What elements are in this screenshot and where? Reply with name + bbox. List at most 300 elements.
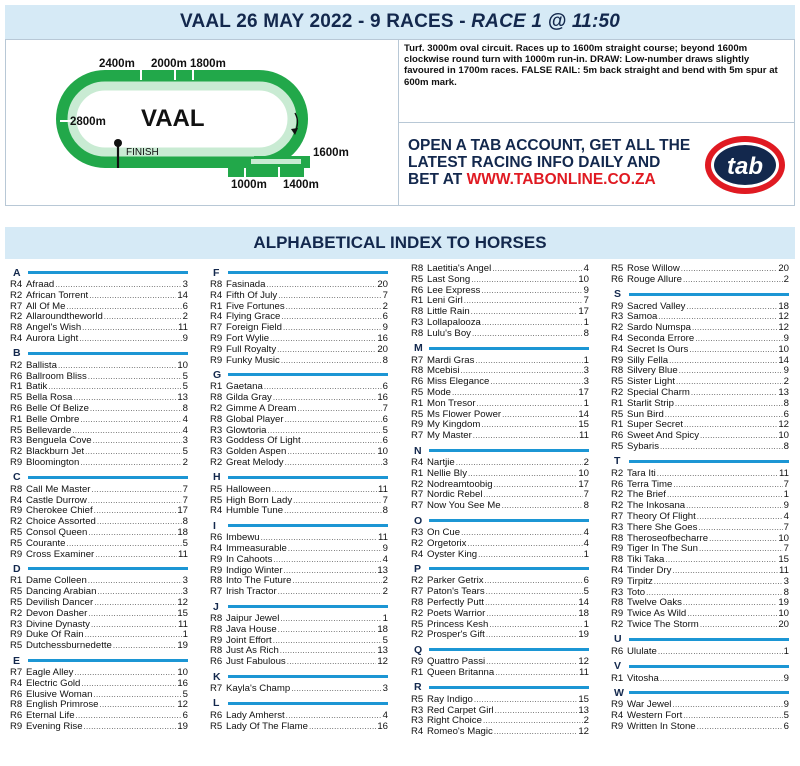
race-number: R8 xyxy=(611,532,624,544)
horse-name: Super Secret xyxy=(627,419,683,431)
leader-dots xyxy=(486,630,578,641)
leader-dots xyxy=(97,587,181,598)
race-number: R6 xyxy=(611,430,624,442)
horse-name: Irish Tractor xyxy=(226,586,277,598)
leader-dots xyxy=(673,480,782,491)
leader-dots xyxy=(89,291,176,302)
race-number: R2 xyxy=(10,516,23,528)
horse-name: Twice The Storm xyxy=(627,618,699,630)
race-number: R7 xyxy=(10,666,23,678)
ad-line-3: BET AT WWW.TABONLINE.CO.ZA xyxy=(408,171,656,188)
horse-name: Lady Of The Flame xyxy=(226,720,308,732)
track-chute xyxy=(228,165,304,177)
leader-dots xyxy=(82,323,177,334)
saddle-number: 7 xyxy=(783,521,789,533)
horse-entry xyxy=(210,722,388,733)
leader-dots xyxy=(676,377,783,388)
race-number: R9 xyxy=(411,656,424,668)
leader-dots xyxy=(672,700,782,711)
letter-divider xyxy=(228,675,388,678)
leader-dots xyxy=(461,528,583,539)
leader-dots xyxy=(692,323,777,334)
horse-entry xyxy=(611,345,789,356)
leader-dots xyxy=(471,275,577,286)
horse-name: Rose Willow xyxy=(627,263,680,274)
horse-name: Choice Assorted xyxy=(26,516,96,528)
leader-dots xyxy=(478,550,583,561)
leader-dots xyxy=(264,382,382,393)
leader-dots xyxy=(94,506,177,517)
horse-entry xyxy=(611,523,789,534)
leader-dots xyxy=(287,657,377,668)
race-number: R3 xyxy=(210,435,223,447)
saddle-number: 3 xyxy=(182,575,188,587)
horse-name: Full Royalty xyxy=(226,343,277,355)
letter-label: J xyxy=(213,600,219,613)
horse-name: Terra Time xyxy=(627,478,673,490)
horse-name: The Inkosana xyxy=(627,500,686,512)
race-number: R5 xyxy=(411,386,424,398)
race-number: R4 xyxy=(210,289,223,301)
saddle-number: 5 xyxy=(182,381,188,393)
horse-name: Bellevarde xyxy=(26,424,72,436)
letter-label: D xyxy=(13,562,21,575)
horse-name: Sun Bird xyxy=(627,408,664,420)
letter-divider xyxy=(28,659,188,662)
saddle-number: 2 xyxy=(182,456,188,468)
saddle-number: 3 xyxy=(382,682,388,694)
race-number: R3 xyxy=(411,704,424,716)
letter-heading xyxy=(611,633,789,647)
horse-entry xyxy=(210,356,388,367)
leader-dots xyxy=(285,458,382,469)
horse-entry xyxy=(210,458,388,469)
horse-name: Parker Getrix xyxy=(427,575,484,587)
leader-dots xyxy=(94,598,176,609)
saddle-number: 13 xyxy=(778,386,789,398)
race-number: R5 xyxy=(210,720,223,732)
saddle-number: 6 xyxy=(182,300,188,312)
race-number: R6 xyxy=(10,710,23,722)
saddle-number: 3 xyxy=(182,435,188,447)
saddle-number: 7 xyxy=(182,494,188,506)
horse-name: Leni Girl xyxy=(427,295,463,307)
saddle-number: 12 xyxy=(377,656,388,668)
saddle-number: 11 xyxy=(178,322,188,334)
horse-name: Ululate xyxy=(627,645,657,657)
tab-advert[interactable] xyxy=(408,137,690,188)
saddle-number: 19 xyxy=(177,640,188,652)
saddle-number: 9 xyxy=(382,322,388,334)
saddle-number: 1 xyxy=(182,629,188,641)
horse-name: Duke Of Rain xyxy=(26,629,84,641)
race-number: R8 xyxy=(210,645,223,657)
letter-label: T xyxy=(614,455,621,468)
race-number: R2 xyxy=(10,289,23,301)
letter-divider xyxy=(429,648,589,651)
letter-divider xyxy=(28,567,188,570)
leader-dots xyxy=(270,334,376,345)
race-number: R2 xyxy=(611,500,624,512)
horse-name: Lady Amherst xyxy=(226,709,285,721)
leader-dots xyxy=(92,485,182,496)
finish-post-head xyxy=(114,139,122,147)
horse-entry xyxy=(411,501,589,512)
race-number: R3 xyxy=(210,424,223,436)
saddle-number: 2 xyxy=(182,311,188,323)
leader-dots xyxy=(485,598,577,609)
saddle-number: 9 xyxy=(783,365,789,377)
letter-divider xyxy=(429,567,589,570)
race-number: R2 xyxy=(611,386,624,398)
leader-dots xyxy=(90,404,182,415)
index-header xyxy=(5,227,795,259)
horse-entry xyxy=(611,620,789,631)
horse-name: Blackburn Jet xyxy=(26,446,85,458)
saddle-number: 3 xyxy=(783,575,789,587)
leader-dots xyxy=(88,528,176,539)
horse-name: Last Song xyxy=(427,273,471,285)
leader-dots xyxy=(697,512,783,523)
leader-dots xyxy=(686,501,783,512)
saddle-number: 18 xyxy=(177,526,188,538)
page-title: VAAL 26 MAY 2022 - 9 RACES - RACE 1 @ 11:50 xyxy=(179,11,621,32)
letter-label: K xyxy=(213,670,221,683)
leader-dots xyxy=(483,716,583,727)
saddle-number: 5 xyxy=(182,446,188,458)
horse-name: Twice As Wild xyxy=(627,608,687,620)
horse-entry xyxy=(10,291,188,302)
race-number: R2 xyxy=(611,618,624,630)
race-number: R4 xyxy=(210,311,223,323)
label-1800: 1800m xyxy=(190,58,226,70)
saddle-number: 4 xyxy=(182,424,188,436)
horse-entry xyxy=(10,641,188,652)
race-number: R2 xyxy=(411,478,424,490)
race-number: R8 xyxy=(611,365,624,377)
race-number: R9 xyxy=(611,608,624,620)
label-finish: FINISH xyxy=(126,147,159,158)
race-number: R6 xyxy=(210,709,223,721)
race-number: R5 xyxy=(611,408,624,420)
saddle-number: 15 xyxy=(578,693,589,705)
saddle-number: 7 xyxy=(382,494,388,506)
race-number: R8 xyxy=(611,554,624,566)
saddle-number: 20 xyxy=(377,343,388,355)
race-number: R2 xyxy=(10,359,23,371)
leader-dots xyxy=(471,307,578,318)
horse-name: Seconda Errore xyxy=(627,332,695,344)
saddle-number: 1 xyxy=(382,612,388,624)
letter-heading xyxy=(611,686,789,700)
saddle-number: 2 xyxy=(583,715,589,727)
leader-dots xyxy=(79,334,181,345)
horse-name: Secret Is Ours xyxy=(627,343,689,355)
leader-dots xyxy=(280,646,377,657)
horse-entry xyxy=(611,442,789,453)
saddle-number: 13 xyxy=(578,704,589,716)
leader-dots xyxy=(494,480,578,491)
horse-name: Ms Flower Power xyxy=(427,408,502,420)
saddle-number: 3 xyxy=(382,456,388,468)
horse-name: Tirpitz xyxy=(627,575,653,587)
horse-name: Now You See Me xyxy=(427,500,501,512)
leader-dots xyxy=(482,318,583,329)
race-number: R5 xyxy=(10,537,23,549)
saddle-number: 10 xyxy=(778,430,789,442)
horse-entry xyxy=(10,485,188,496)
horse-name: Princess Kesh xyxy=(427,618,489,630)
race-number: R5 xyxy=(10,640,23,652)
saddle-number: 12 xyxy=(177,699,188,711)
race-number: R6 xyxy=(210,532,223,544)
label-2000: 2000m xyxy=(151,58,187,70)
race-number: R9 xyxy=(611,699,624,711)
horse-name: Bella Rosa xyxy=(26,392,73,404)
leader-dots xyxy=(100,700,177,711)
track-straight-inner xyxy=(251,159,301,164)
horse-name: Mardi Gras xyxy=(427,354,475,366)
letter-heading xyxy=(210,471,388,485)
tab-logo[interactable] xyxy=(703,134,787,196)
leader-dots xyxy=(278,587,382,598)
saddle-number: 8 xyxy=(382,354,388,366)
saddle-number: 12 xyxy=(578,656,589,668)
saddle-number: 5 xyxy=(783,710,789,722)
saddle-number: 7 xyxy=(382,289,388,301)
leader-dots xyxy=(80,458,181,469)
race-number: R9 xyxy=(611,354,624,366)
race-number: R2 xyxy=(411,607,424,619)
leader-dots xyxy=(277,345,376,356)
horse-entry xyxy=(411,539,589,550)
horse-name: Dutchessburnedette xyxy=(26,640,112,652)
leader-dots xyxy=(281,356,382,367)
saddle-number: 11 xyxy=(178,548,188,560)
leader-dots xyxy=(490,377,582,388)
leader-dots xyxy=(699,544,783,555)
horse-name: The Brief xyxy=(627,489,666,501)
horse-name: Just Fabulous xyxy=(226,656,286,668)
letter-label: S xyxy=(614,288,622,301)
saddle-number: 1 xyxy=(583,397,589,409)
index-column-4 xyxy=(611,264,789,733)
saddle-number: 6 xyxy=(382,435,388,447)
tab-logo-text: tab xyxy=(727,153,763,180)
race-number: R7 xyxy=(411,489,424,501)
saddle-number: 8 xyxy=(583,327,589,339)
horse-name: Great Melody xyxy=(226,456,284,468)
horse-entry xyxy=(210,587,388,598)
horse-name: Silly Fella xyxy=(627,354,669,366)
saddle-number: 15 xyxy=(177,607,188,619)
horse-name: Toto xyxy=(627,586,646,598)
horse-name: Humble Tune xyxy=(226,505,284,517)
horse-name: Eagle Alley xyxy=(26,666,74,678)
letter-divider xyxy=(629,691,789,694)
horse-name: Nartjie xyxy=(427,456,455,468)
horse-entry xyxy=(210,415,388,426)
horse-entry xyxy=(411,469,589,480)
race-number: R8 xyxy=(10,483,23,495)
race-number: R5 xyxy=(411,618,424,630)
horse-name: My Master xyxy=(427,430,472,442)
letter-divider xyxy=(28,476,188,479)
saddle-number: 18 xyxy=(377,623,388,635)
race-number: R4 xyxy=(411,726,424,738)
ad-line-1: OPEN A TAB ACCOUNT, GET ALL THE xyxy=(408,137,691,154)
horse-entry xyxy=(10,458,188,469)
horse-name: Foreign Field xyxy=(226,322,282,334)
horse-name: War Jewel xyxy=(627,699,672,711)
saddle-number: 19 xyxy=(778,597,789,609)
race-number: R9 xyxy=(10,548,23,560)
leader-dots xyxy=(88,609,176,620)
saddle-number: 10 xyxy=(578,467,589,479)
letter-heading xyxy=(10,347,188,361)
race-number: R7 xyxy=(411,430,424,442)
letter-label: W xyxy=(614,686,624,699)
horse-name: Indigo Winter xyxy=(226,564,283,576)
ad-url-link[interactable]: WWW.TABONLINE.CO.ZA xyxy=(466,171,656,188)
leader-dots xyxy=(66,539,181,550)
horse-entry xyxy=(10,539,188,550)
race-number: R3 xyxy=(611,586,624,598)
saddle-number: 6 xyxy=(783,408,789,420)
horse-name: Electric Gold xyxy=(26,677,81,689)
horse-entry xyxy=(411,630,589,641)
race-number: R2 xyxy=(210,402,223,414)
saddle-number: 12 xyxy=(578,726,589,738)
saddle-number: 2 xyxy=(783,376,789,388)
race-number: R4 xyxy=(10,279,23,290)
letter-heading xyxy=(210,266,388,280)
horse-entry xyxy=(10,334,188,345)
marker-2400 xyxy=(140,68,142,80)
leader-dots xyxy=(475,356,582,367)
saddle-number: 11 xyxy=(779,467,789,479)
horse-name: Ballroom Bliss xyxy=(26,370,87,382)
leader-dots xyxy=(481,420,577,431)
race-number: R2 xyxy=(10,311,23,323)
horse-name: Flying Grace xyxy=(226,311,281,323)
race-number: R9 xyxy=(10,720,23,732)
race-number: R6 xyxy=(611,273,624,285)
saddle-number: 19 xyxy=(578,629,589,641)
saddle-number: 3 xyxy=(583,365,589,377)
saddle-number: 7 xyxy=(583,295,589,307)
horse-name: Goddess Of Light xyxy=(226,435,301,447)
race-number: R3 xyxy=(10,435,23,447)
leader-dots xyxy=(272,485,377,496)
race-number: R2 xyxy=(411,537,424,549)
race-number: R6 xyxy=(10,370,23,382)
race-number: R3 xyxy=(611,311,624,323)
horse-entry xyxy=(210,711,388,722)
saddle-number: 1 xyxy=(583,618,589,630)
saddle-number: 5 xyxy=(583,586,589,598)
horse-name: Silvery Blue xyxy=(627,365,678,377)
saddle-number: 8 xyxy=(783,397,789,409)
leader-dots xyxy=(266,280,376,291)
horse-name: Eternal Life xyxy=(26,710,75,722)
saddle-number: 6 xyxy=(382,381,388,393)
race-number: R4 xyxy=(411,548,424,560)
saddle-number: 20 xyxy=(778,618,789,630)
leader-dots xyxy=(291,684,381,695)
race-number: R8 xyxy=(10,699,23,711)
leader-dots xyxy=(489,620,582,631)
horse-name: Consol Queen xyxy=(26,526,88,538)
race-number: R1 xyxy=(10,413,23,425)
race-number: R4 xyxy=(10,494,23,506)
horse-name: Twelve Oaks xyxy=(627,597,682,609)
saddle-number: 5 xyxy=(382,634,388,646)
letter-label: H xyxy=(213,471,221,484)
race-number: R1 xyxy=(210,381,223,393)
race-number: R4 xyxy=(10,332,23,344)
horse-name: Written In Stone xyxy=(627,720,696,732)
saddle-number: 11 xyxy=(378,483,388,495)
race-number: R5 xyxy=(210,494,223,506)
horse-name: Halloween xyxy=(226,483,271,495)
track-info-panel xyxy=(5,39,795,206)
letter-divider xyxy=(228,271,388,274)
letter-label: V xyxy=(614,660,622,673)
horse-name: Benguela Cove xyxy=(26,435,92,447)
leader-dots xyxy=(273,636,382,647)
letter-heading xyxy=(611,455,789,469)
leader-dots xyxy=(681,264,778,275)
race-number: R7 xyxy=(210,586,223,598)
leader-dots xyxy=(700,620,778,631)
horse-entry xyxy=(411,668,589,679)
horse-entry xyxy=(411,609,589,620)
race-number: R9 xyxy=(210,332,223,344)
horse-entry xyxy=(10,361,188,372)
race-number: R7 xyxy=(210,682,223,694)
horse-name: African Torrent xyxy=(26,289,89,301)
letter-heading xyxy=(411,342,589,356)
leader-dots xyxy=(84,722,177,733)
horse-name: Castle Durrow xyxy=(26,494,87,506)
saddle-number: 17 xyxy=(177,505,188,517)
race-number: R2 xyxy=(210,456,223,468)
race-number: R9 xyxy=(611,543,624,555)
horse-entry xyxy=(210,291,388,302)
horse-name: English Primrose xyxy=(26,699,99,711)
track-name: VAAL xyxy=(141,105,205,132)
saddle-number: 10 xyxy=(177,359,188,371)
saddle-number: 10 xyxy=(778,532,789,544)
saddle-number: 4 xyxy=(382,709,388,721)
saddle-number: 2 xyxy=(382,300,388,312)
horse-name: Paton's Tears xyxy=(427,586,485,598)
saddle-number: 4 xyxy=(583,263,589,274)
horse-name: Rouge Allure xyxy=(627,273,682,285)
leader-dots xyxy=(286,711,382,722)
track-description: Turf. 3000m oval circuit. Races up to 1600m straight course; beyond 1600m clockwise round turn with 1000m run-in. DRAW: Low-number draws slightly favoured in 1700m races. FALSE RAIL: 5m back straight and bend with 5m spur at 600m mark. xyxy=(404,43,778,88)
letter-label: M xyxy=(414,342,423,355)
leader-dots xyxy=(683,275,783,286)
index-title: ALPHABETICAL INDEX TO HORSES xyxy=(253,233,547,252)
race-number: R9 xyxy=(10,505,23,517)
saddle-number: 5 xyxy=(182,370,188,382)
saddle-number: 9 xyxy=(182,332,188,344)
horse-name: Gilda Gray xyxy=(226,392,272,404)
horse-name: Miss Elegance xyxy=(427,376,490,388)
saddle-number: 1 xyxy=(583,354,589,366)
